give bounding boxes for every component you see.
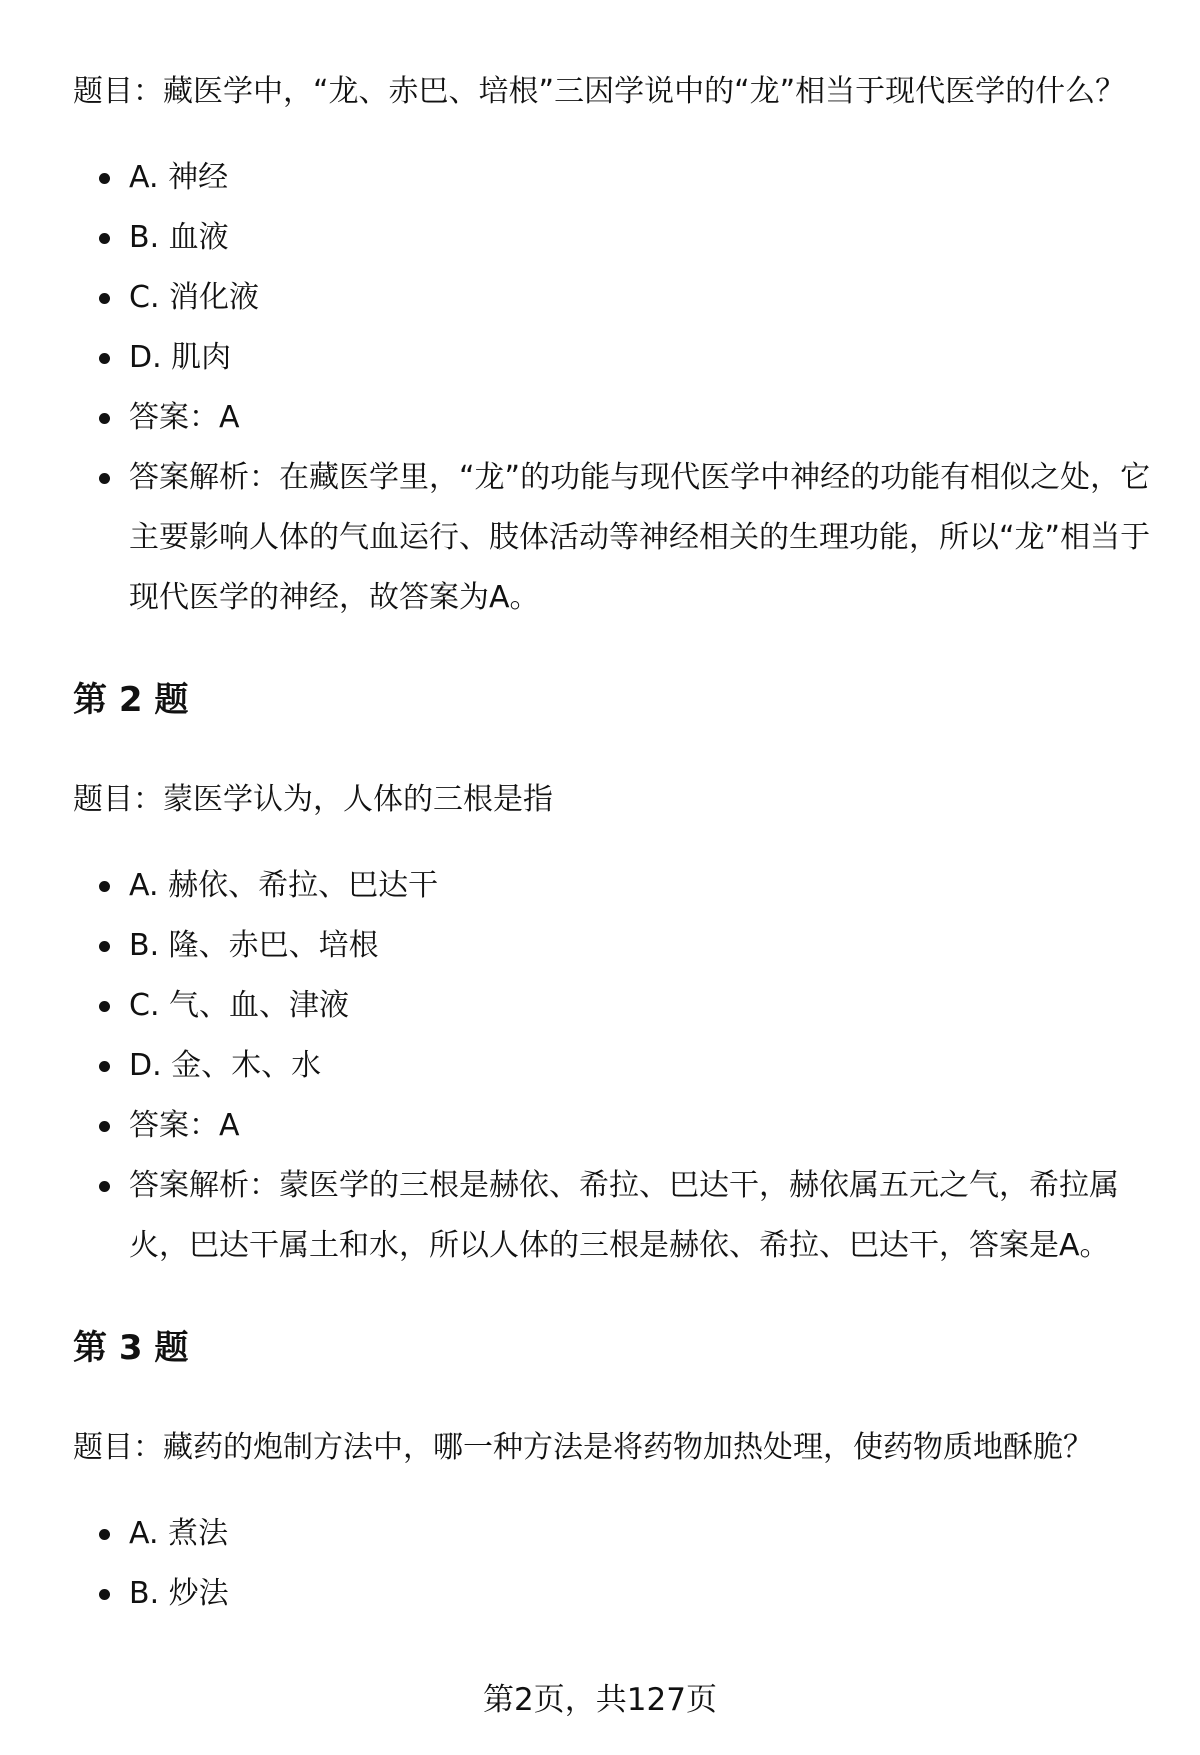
bullet-icon bbox=[99, 353, 110, 364]
q1-option-c: C. 消化液 bbox=[129, 280, 260, 315]
q2-option-d: D. 金、木、水 bbox=[129, 1048, 322, 1083]
list-item bbox=[73, 328, 1153, 388]
bullet-icon bbox=[99, 293, 110, 304]
list-item bbox=[73, 916, 1153, 976]
q3-options-list bbox=[73, 1504, 1153, 1624]
q2-heading: 第 2 题 bbox=[73, 680, 189, 720]
q3-heading: 第 3 题 bbox=[73, 1328, 189, 1368]
q1-option-d: D. 肌肉 bbox=[129, 340, 232, 375]
q3-question: 题目：藏药的炮制方法中，哪一种方法是将药物加热处理，使药物质地酥脆？ bbox=[73, 1430, 1093, 1465]
bullet-icon bbox=[99, 413, 110, 424]
bullet-icon bbox=[99, 473, 110, 484]
q1-option-b: B. 血液 bbox=[129, 220, 229, 255]
list-item bbox=[73, 976, 1153, 1036]
q2-question: 题目：蒙医学认为，人体的三根是指 bbox=[73, 782, 553, 817]
q2-option-a: A. 赫依、希拉、巴达干 bbox=[129, 868, 439, 903]
bullet-icon bbox=[99, 941, 110, 952]
q1-analysis: 答案解析：在藏医学里，“龙”的功能与现代医学中神经的功能有相似之处，它主要影响人体的气血运行、肢体活动等神经相关的生理功能，所以“龙”相当于现代医学的神经，故答案为A。 bbox=[129, 460, 1151, 615]
page-number-footer: 第2页，共127页 bbox=[483, 1682, 717, 1718]
q1-question: 题目：藏医学中，“龙、赤巴、培根”三因学说中的“龙”相当于现代医学的什么？ bbox=[73, 74, 1126, 109]
bullet-icon bbox=[99, 1061, 110, 1072]
bullet-icon bbox=[99, 1181, 110, 1192]
q3-option-b: B. 炒法 bbox=[129, 1576, 229, 1611]
list-item bbox=[73, 1504, 1153, 1564]
q1-options-list bbox=[73, 148, 1153, 628]
list-item bbox=[73, 856, 1153, 916]
list-item bbox=[73, 1096, 1153, 1156]
bullet-icon bbox=[99, 233, 110, 244]
q2-option-b: B. 隆、赤巴、培根 bbox=[129, 928, 379, 963]
list-item bbox=[73, 448, 1153, 628]
document-page bbox=[73, 62, 1153, 1624]
list-item bbox=[73, 208, 1153, 268]
list-item bbox=[73, 1156, 1153, 1276]
bullet-icon bbox=[99, 1589, 110, 1600]
q2-option-c: C. 气、血、津液 bbox=[129, 988, 350, 1023]
bullet-icon bbox=[99, 1529, 110, 1540]
list-item bbox=[73, 1036, 1153, 1096]
q3-option-a: A. 煮法 bbox=[129, 1516, 229, 1551]
bullet-icon bbox=[99, 173, 110, 184]
q2-options-list bbox=[73, 856, 1153, 1276]
list-item bbox=[73, 148, 1153, 208]
q1-option-a: A. 神经 bbox=[129, 160, 229, 195]
q2-answer: 答案：A bbox=[129, 1108, 240, 1143]
q2-analysis: 答案解析：蒙医学的三根是赫依、希拉、巴达干，赫依属五元之气，希拉属火，巴达干属土和水，所以人体的三根是赫依、希拉、巴达干，答案是A。 bbox=[129, 1168, 1119, 1263]
bullet-icon bbox=[99, 1121, 110, 1132]
bullet-icon bbox=[99, 1001, 110, 1012]
list-item bbox=[73, 1564, 1153, 1624]
q1-answer: 答案：A bbox=[129, 400, 240, 435]
list-item bbox=[73, 388, 1153, 448]
bullet-icon bbox=[99, 881, 110, 892]
list-item bbox=[73, 268, 1153, 328]
